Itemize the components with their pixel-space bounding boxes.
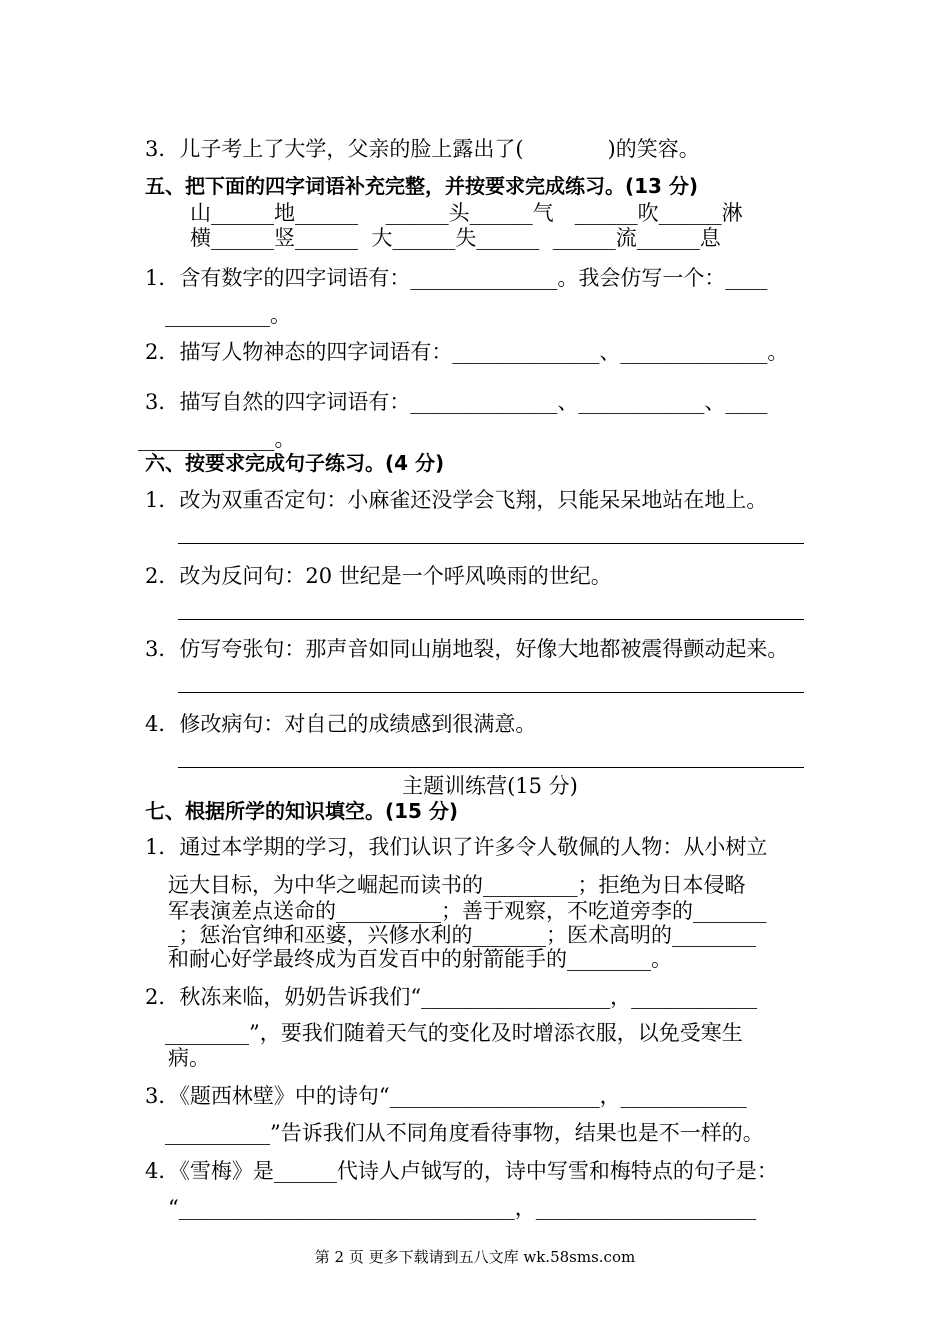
answer-rule-six-q1 <box>178 543 804 544</box>
idiom-row-1: 山______地______ ______头______气 ______吹______淋 <box>190 201 743 225</box>
line-five-q2: 2．描写人物神态的四字词语有：______________、______________。 <box>145 340 789 364</box>
answer-rule-six-q4 <box>178 767 804 768</box>
section-five-heading: 五、把下面的四字词语补充完整，并按要求完成练习。(13 分) <box>145 174 699 198</box>
answer-rule-six-q3 <box>178 692 804 693</box>
line-seven-q1-cont-2: 军表演差点送命的__________；善于观察，不吃道旁李的_______ <box>168 899 767 923</box>
line-q3-smile: 3．儿子考上了大学，父亲的脸上露出了( )的笑容。 <box>145 137 700 161</box>
line-seven-q4: 4．《雪梅》是______代诗人卢钺写的，诗中写雪和梅特点的句子是： <box>145 1159 778 1183</box>
line-five-q3-cont: _____________。 <box>138 427 296 451</box>
line-five-q1-cont: __________。 <box>165 303 291 327</box>
line-seven-q1-cont-4: 和耐心好学最终成为百发百中的射箭能手的________。 <box>168 947 672 971</box>
line-five-q1: 1．含有数字的四字词语有：______________。我会仿写一个：____ <box>145 266 768 290</box>
line-seven-q3: 3．《题西林壁》中的诗句“____________________，____________ <box>145 1084 747 1108</box>
line-seven-q2: 2．秋冻来临，奶奶告诉我们“__________________，____________ <box>145 985 758 1009</box>
page-footer: 第 2 页 更多下载请到五八文库 wk.58sms.com <box>314 1248 636 1266</box>
line-seven-q2-cont: ________”，要我们随着天气的变化及时增添衣服，以免受寒生 <box>165 1021 743 1045</box>
line-five-q3: 3．描写自然的四字词语有：______________、____________、____ <box>145 390 768 414</box>
answer-rule-six-q2 <box>178 619 804 620</box>
line-seven-q3-cont: __________”告诉我们从不同角度看待事物，结果也是不一样的。 <box>165 1121 764 1145</box>
idiom-row-2: 横______竖______ 大______失______ ______流______息 <box>190 226 721 250</box>
line-seven-q1-cont-1: 远大目标，为中华之崛起而读书的_________；拒绝为日本侵略 <box>168 873 746 897</box>
line-six-q2: 2．改为反问句：20 世纪是一个呼风唤雨的世纪。 <box>145 564 612 588</box>
line-six-q1: 1．改为双重否定句：小麻雀还没学会飞翔，只能呆呆地站在地上。 <box>145 488 768 512</box>
line-seven-q1: 1．通过本学期的学习，我们认识了许多令人敬佩的人物：从小树立 <box>145 835 768 859</box>
line-seven-q1-cont-3: _；惩治官绅和巫婆，兴修水利的_______；医术高明的________ <box>168 923 756 947</box>
line-six-q3: 3．仿写夸张句：那声音如同山崩地裂，好像大地都被震得颤动起来。 <box>145 637 789 661</box>
line-seven-q2-cont-2: 病。 <box>168 1046 210 1070</box>
line-seven-q4-cont: “________________________________，_____________________ <box>168 1196 757 1220</box>
line-six-q4: 4．修改病句：对自己的成绩感到很满意。 <box>145 712 537 736</box>
section-seven-heading: 七、根据所学的知识填空。(15 分) <box>145 799 459 823</box>
theme-camp-title: 主题训练营(15 分) <box>402 774 578 798</box>
section-six-heading: 六、按要求完成句子练习。(4 分) <box>145 451 445 475</box>
